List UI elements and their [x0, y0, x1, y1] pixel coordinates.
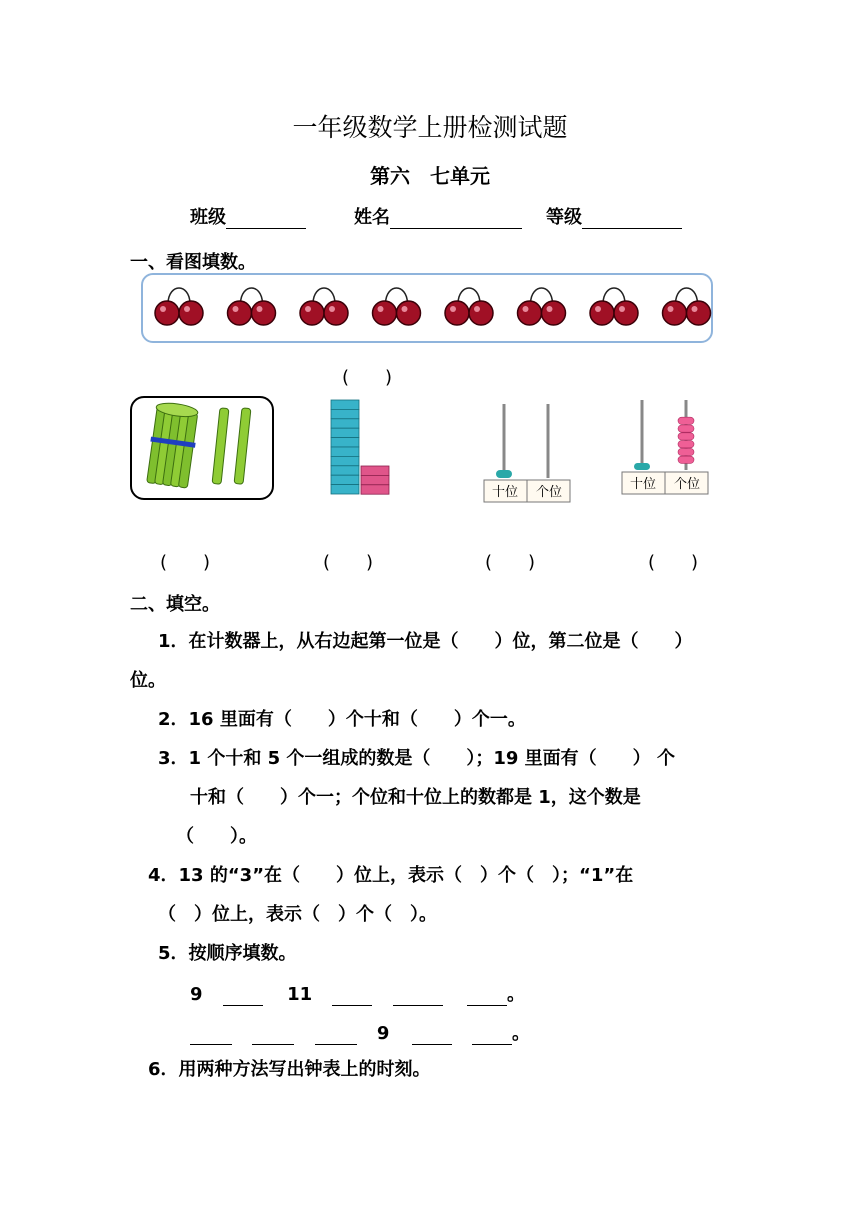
grade-field[interactable]	[546, 203, 682, 229]
grade-blank[interactable]	[582, 210, 682, 229]
ten-rod-unit	[331, 419, 359, 428]
cherry-pair-icon	[300, 288, 348, 325]
tens-label: 十位	[491, 485, 519, 500]
ones-label: 个位	[535, 485, 563, 500]
sequence-blank[interactable]	[393, 987, 443, 1006]
name-field[interactable]	[354, 203, 522, 229]
cherry-pair-icon	[373, 288, 421, 325]
question-3-line-2: 十和（ ）个一；个位和十位上的数都是 1，这个数是	[190, 787, 641, 808]
sticks-bundle-icon	[130, 396, 274, 500]
page-title: 一年级数学上册检测试题	[292, 113, 568, 142]
abacus-b-icon	[620, 398, 714, 502]
sequence-row-2	[190, 1019, 530, 1045]
question-5: 5．按顺序填数。	[158, 943, 297, 964]
ten-rod-unit	[331, 428, 359, 437]
question-3-line-1: 3．1 个十和 5 个一组成的数是（ ）；19 里面有（ ） 个	[158, 748, 675, 769]
question-3-line-3: （ ）。	[176, 826, 257, 847]
page-subtitle: 第六 七单元	[370, 164, 490, 188]
tens-label: 十位	[629, 477, 657, 492]
question-2: 2．16 里面有（ ）个十和（ ）个一。	[158, 709, 526, 730]
section1-heading: 一、看图填数。	[130, 252, 256, 273]
sequence-blank[interactable]	[252, 1026, 294, 1045]
cherry-pair-icon	[663, 288, 711, 325]
ones-bead	[678, 433, 694, 440]
name-blank[interactable]	[390, 210, 522, 229]
ten-rod-unit	[331, 447, 359, 456]
class-label: 班级	[190, 207, 226, 228]
sequence-blank[interactable]	[412, 1026, 452, 1045]
ones-bead	[678, 441, 694, 448]
sequence-end: 。	[507, 984, 525, 1005]
sequence-row-1	[190, 980, 525, 1006]
ten-rod-unit	[331, 400, 359, 409]
sequence-blank[interactable]	[223, 987, 263, 1006]
question-4-line-1: 4．13 的“3”在（ ）位上，表示（ ）个（ ）；“1”在	[148, 865, 634, 886]
ten-rod-unit	[331, 475, 359, 484]
sequence-value: 9	[376, 1023, 390, 1044]
cherry-answer-blank[interactable]: ( )	[342, 367, 393, 388]
cherry-pair-icon	[518, 288, 566, 325]
section2-heading: 二、填空。	[130, 594, 220, 615]
sequence-value: 11	[287, 984, 313, 1005]
question-1-line-2: 位。	[130, 670, 166, 691]
answer-blank-1[interactable]: ( )	[160, 552, 211, 573]
cherry-pair-icon	[590, 288, 638, 325]
ones-label: 个位	[673, 477, 701, 492]
cherries-illustration	[141, 273, 713, 343]
ten-rod-unit	[331, 456, 359, 465]
ten-rod-unit	[331, 466, 359, 475]
answer-blank-3[interactable]: ( )	[485, 552, 536, 573]
class-blank[interactable]	[226, 210, 306, 229]
sequence-value: 9	[190, 984, 203, 1005]
cherry-pair-icon	[445, 288, 493, 325]
tens-ones-blocks-icon	[328, 398, 392, 496]
sequence-end: 。	[511, 1023, 530, 1044]
question-4-line-2: （ ）位上，表示（ ）个（ ）。	[158, 904, 437, 925]
answer-blank-2[interactable]: ( )	[323, 552, 374, 573]
one-cube	[361, 475, 389, 484]
question-1-line-1: 1．在计数器上，从右边起第一位是（ ）位，第二位是（ ）	[158, 631, 693, 652]
grade-label: 等级	[546, 207, 582, 228]
one-cube	[361, 466, 389, 475]
abacus-a-icon	[480, 402, 574, 506]
sequence-blank[interactable]	[472, 1026, 512, 1045]
cherry-pair-icon	[228, 288, 276, 325]
name-label: 姓名	[354, 207, 390, 228]
ten-rod-unit	[331, 438, 359, 447]
ones-bead	[678, 425, 694, 432]
ten-rod-unit	[331, 485, 359, 494]
class-field[interactable]	[190, 203, 306, 229]
sequence-blank[interactable]	[332, 987, 372, 1006]
sequence-blank[interactable]	[190, 1026, 232, 1045]
answer-blank-4[interactable]: ( )	[648, 552, 699, 573]
ten-rod-unit	[331, 409, 359, 418]
one-cube	[361, 485, 389, 494]
sequence-blank[interactable]	[467, 987, 507, 1006]
ones-bead	[678, 448, 694, 455]
ones-bead	[678, 417, 694, 424]
cherry-pair-icon	[155, 288, 203, 325]
question-6: 6．用两种方法写出钟表上的时刻。	[148, 1059, 431, 1080]
ones-bead	[678, 456, 694, 463]
sequence-blank[interactable]	[315, 1026, 357, 1045]
